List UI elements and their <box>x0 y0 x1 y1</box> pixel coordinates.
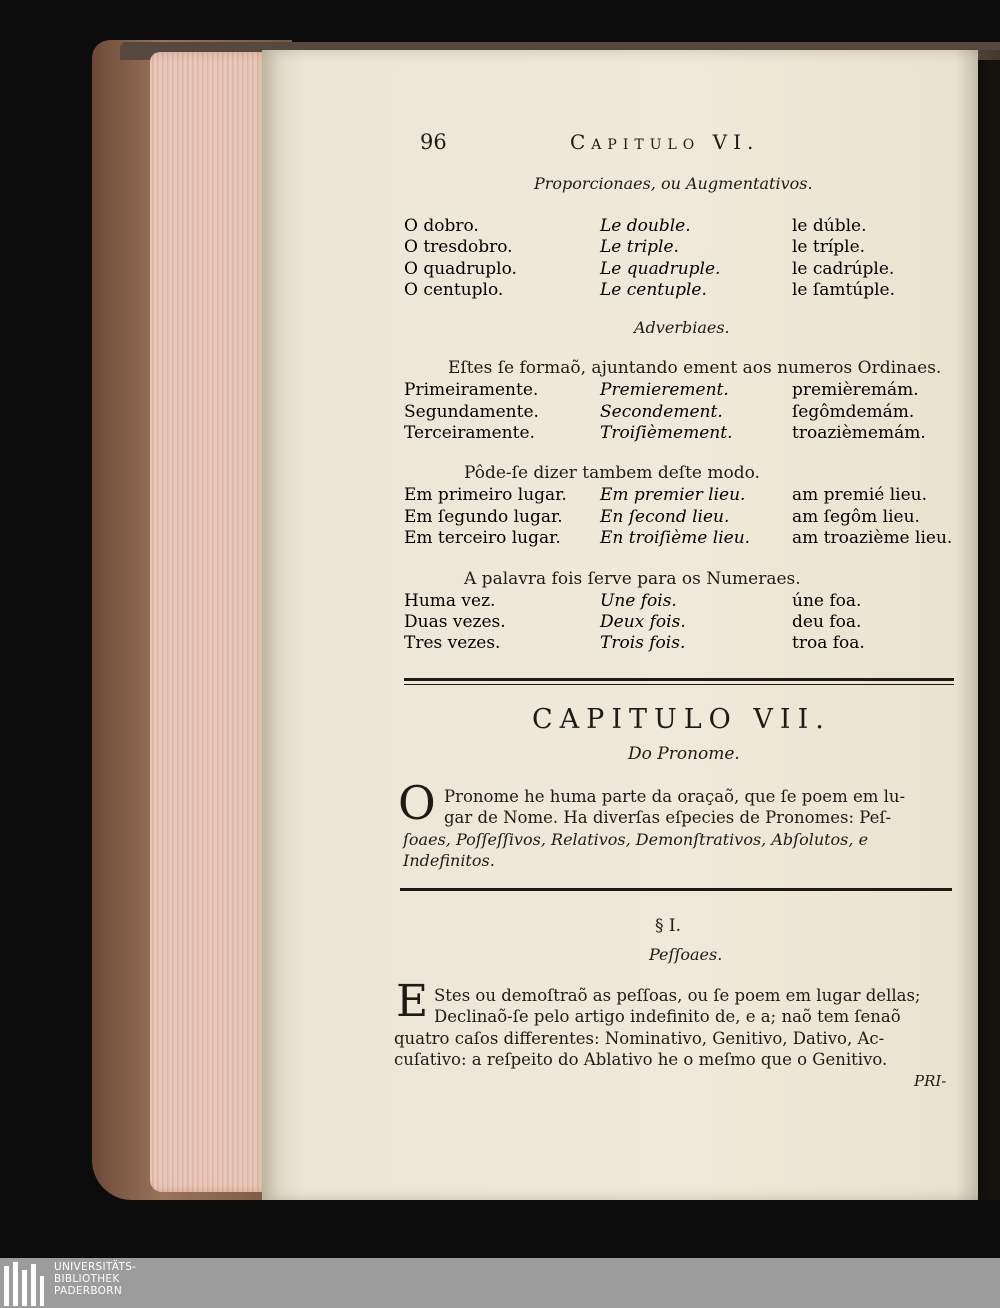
section-title-pessoaes: Peſſoaes. <box>649 945 723 964</box>
library-name-line: BIBLIOTHEK <box>54 1273 120 1285</box>
table-row <box>0 280 1000 302</box>
chapter-heading: CAPITULO VII. <box>532 704 831 735</box>
page-number: 96 <box>420 130 447 154</box>
table-row <box>0 528 1000 550</box>
french-term: Troiſièmement. <box>600 423 733 443</box>
french-term: En ſecond lieu. <box>600 507 730 527</box>
table-row <box>0 259 1000 281</box>
table-row <box>0 612 1000 634</box>
table-row <box>0 485 1000 507</box>
pronunciation: am troazième lieu. <box>792 528 953 548</box>
portuguese-term: Duas vezes. <box>404 612 506 632</box>
library-name <box>54 1261 136 1297</box>
pronunciation: am premié lieu. <box>792 485 928 505</box>
table-row <box>0 402 1000 424</box>
section-intro: Pôde-ſe dizer tambem deſte modo. <box>464 463 760 483</box>
thin-rule <box>404 684 954 685</box>
french-term: Premierement. <box>600 380 729 400</box>
french-term: Le centuple. <box>600 280 707 300</box>
library-name-line: PADERBORN <box>54 1285 122 1297</box>
drop-cap: O <box>398 776 436 830</box>
french-term: Deux fois. <box>600 612 686 632</box>
catchword: PRI- <box>914 1072 947 1090</box>
paragraph-line: gar de Nome. Ha diverſas eſpecies de Pronomes: Peſ- <box>444 808 892 827</box>
pronunciation: úne foa. <box>792 591 862 611</box>
table-row <box>0 216 1000 238</box>
french-term: Le quadruple. <box>600 259 721 279</box>
library-name-line: UNIVERSITÄTS- <box>54 1261 137 1273</box>
pronunciation: le tríple. <box>792 237 866 257</box>
portuguese-term: O centuplo. <box>404 280 504 300</box>
table-row <box>0 507 1000 529</box>
paragraph-line: Pronome he huma parte da oraçaõ, que ſe poem em lu- <box>444 787 906 806</box>
drop-cap: E <box>396 976 429 1027</box>
library-banner <box>0 1258 1000 1308</box>
pronunciation: am ſegôm lieu. <box>792 507 920 527</box>
paragraph-line: ſoaes, Poſſeſſivos, Relativos, Demonſtrativos, Abſolutos, e <box>403 830 869 849</box>
table-row <box>0 237 1000 259</box>
portuguese-term: Em primeiro lugar. <box>404 485 567 505</box>
portuguese-term: Em terceiro lugar. <box>404 528 561 548</box>
portuguese-term: Huma vez. <box>404 591 496 611</box>
pronunciation: ſegômdemám. <box>792 402 915 422</box>
section-intro: Eſtes ſe formaõ, ajuntando ement aos numeros Ordinaes. <box>448 358 942 378</box>
pronunciation: troazièmemám. <box>792 423 926 443</box>
pronunciation: deu foa. <box>792 612 862 632</box>
french-term: Trois fois. <box>600 633 686 653</box>
pronunciation: le dúble. <box>792 216 867 236</box>
portuguese-term: Em ſegundo lugar. <box>404 507 563 527</box>
table-row <box>0 633 1000 655</box>
french-term: Em premier lieu. <box>600 485 746 505</box>
section-number: § I. <box>655 916 682 936</box>
section-intro: A palavra fois ſerve para os Numeraes. <box>464 569 801 589</box>
library-logo-icon <box>4 1262 44 1306</box>
table-row <box>0 423 1000 445</box>
pronunciation: le cadrúple. <box>792 259 895 279</box>
section-title-adverbiaes: Adverbiaes. <box>634 318 730 337</box>
portuguese-term: Primeiramente. <box>404 380 539 400</box>
portuguese-term: Tres vezes. <box>404 633 501 653</box>
chapter-subtitle: Do Pronome. <box>628 744 740 764</box>
section-title-proporcionaes: Proporcionaes, ou Augmentativos. <box>534 174 813 193</box>
portuguese-term: O dobro. <box>404 216 479 236</box>
paragraph-line: quatro caſos differentes: Nominativo, Genitivo, Dativo, Ac- <box>394 1029 885 1048</box>
paragraph-line: Declinaõ-ſe pelo artigo indefinito de, e a; naõ tem ſenaõ <box>434 1007 901 1026</box>
thick-rule <box>404 678 954 681</box>
french-term: Une fois. <box>600 591 677 611</box>
portuguese-term: Segundamente. <box>404 402 539 422</box>
portuguese-term: Terceiramente. <box>404 423 535 443</box>
portuguese-term: O quadruplo. <box>404 259 517 279</box>
paragraph-line: Stes ou demoſtraõ as peſſoas, ou ſe poem em lugar dellas; <box>434 986 921 1005</box>
table-row <box>0 380 1000 402</box>
french-term: Le triple. <box>600 237 679 257</box>
pronunciation: premièremám. <box>792 380 919 400</box>
table-row <box>0 591 1000 613</box>
paragraph-line: Indefinitos. <box>403 851 495 870</box>
pronunciation: le ſamtúple. <box>792 280 896 300</box>
french-term: Le double. <box>600 216 691 236</box>
french-term: En troiſième lieu. <box>600 528 751 548</box>
pronunciation: troa foa. <box>792 633 865 653</box>
thick-rule <box>400 888 952 891</box>
portuguese-term: O tresdobro. <box>404 237 513 257</box>
running-head: Capitulo VI. <box>570 130 760 154</box>
french-term: Secondement. <box>600 402 723 422</box>
paragraph-line: cuſativo: a reſpeito do Ablativo he o meſmo que o Genitivo. <box>394 1050 888 1069</box>
